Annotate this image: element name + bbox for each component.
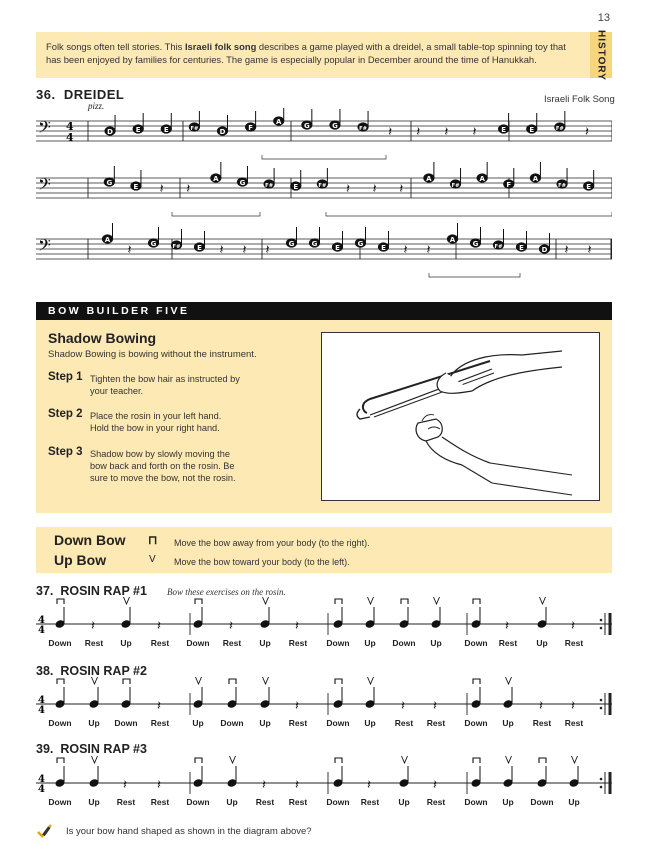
bowing-label: Down xyxy=(48,638,72,648)
note-letter: F# xyxy=(555,125,564,132)
bowing-label: Up xyxy=(226,797,238,807)
up-bow-icon: V xyxy=(149,554,156,565)
note-letter: G xyxy=(332,121,338,130)
quarter-rest: 𝄽 xyxy=(159,182,164,197)
down-bow-description: Move the bow away from your body (to the right). xyxy=(174,538,370,548)
down-bow-icon xyxy=(335,679,342,684)
note-letter: G xyxy=(239,178,246,187)
bowing-label: Rest xyxy=(150,797,170,807)
phrase-bracket xyxy=(172,212,260,216)
note-letter: G xyxy=(357,239,364,248)
quarter-rest: 𝄽 xyxy=(295,699,299,714)
exercise-37-title: 37. ROSIN RAP #1 xyxy=(36,584,147,598)
up-bow-icon xyxy=(572,756,578,763)
footer-question: Is your bow hand shaped as shown in the diagram above? xyxy=(66,826,312,837)
bowing-label: Rest xyxy=(394,718,414,728)
bowing-label: Down xyxy=(48,797,72,807)
phrase-bracket xyxy=(429,273,520,277)
up-bow-icon xyxy=(434,597,440,604)
note-letter: F# xyxy=(451,182,460,189)
repeat-dot xyxy=(600,778,603,781)
up-bow-icon xyxy=(368,597,374,604)
down-bow-label: Down Bow xyxy=(54,532,126,548)
quarter-rest: 𝄽 xyxy=(295,619,299,634)
bowing-label: Down xyxy=(326,638,350,648)
quarter-rest: 𝄽 xyxy=(229,619,233,634)
note-letter: A xyxy=(276,117,282,126)
song-title: 36. DREIDEL xyxy=(36,87,125,102)
quarter-rest: 𝄽 xyxy=(346,182,350,197)
quarter-rest: 𝄽 xyxy=(564,243,569,258)
bowing-label: Rest xyxy=(532,718,552,728)
quarter-rest: 𝄽 xyxy=(388,125,393,140)
bowing-label: Down xyxy=(530,797,554,807)
time-signature: 4 xyxy=(38,625,45,636)
note-letter: F xyxy=(248,123,254,132)
step-2-text: Place the rosin in your left hand. Hold the bow in your right hand. xyxy=(90,411,222,433)
exercise-38-title: 38. ROSIN RAP #2 xyxy=(36,664,147,678)
quarter-rest: 𝄽 xyxy=(127,243,132,258)
bowing-label: Up xyxy=(259,718,271,728)
exercise-37-subtitle: Bow these exercises on the rosin. xyxy=(167,587,286,597)
bowing-label: Up xyxy=(502,797,514,807)
quarter-rest: 𝄽 xyxy=(587,243,592,258)
note-letter: F# xyxy=(190,125,199,132)
step-1-text: Tighten the bow hair as instructed by your teacher. xyxy=(90,374,240,396)
bowing-label: Rest xyxy=(150,638,170,648)
up-bow-description: Move the bow toward your body (to the left). xyxy=(174,557,350,567)
bowing-label: Down xyxy=(114,718,138,728)
note-letter: E xyxy=(529,125,535,134)
quarter-rest: 𝄽 xyxy=(262,778,266,793)
note-letter: E xyxy=(586,182,592,191)
down-bow-icon xyxy=(57,599,64,604)
note-letter: E xyxy=(519,243,524,252)
note-letter: G xyxy=(106,178,113,187)
quarter-rest: 𝄽 xyxy=(571,699,575,714)
bowing-label: Rest xyxy=(116,797,136,807)
composer: Israeli Folk Song xyxy=(544,94,615,105)
note-letter: G xyxy=(288,239,295,248)
time-signature: 4 xyxy=(38,705,45,716)
step-3-text: Shadow bow by slowly moving the bow back and forth on the rosin. Be sure to move the bow, not the rosin. xyxy=(90,449,236,483)
down-bow-icon xyxy=(123,679,130,684)
quarter-rest: 𝄽 xyxy=(444,125,449,140)
quarter-rest: 𝄽 xyxy=(403,243,408,258)
note-letter: G xyxy=(303,121,310,130)
note-letter: E xyxy=(293,182,299,191)
time-signature: 4 xyxy=(38,774,45,785)
note-letter: F# xyxy=(265,182,274,189)
quarter-rest: 𝄽 xyxy=(91,619,95,634)
shadow-bowing-description: Shadow Bowing is bowing without the instrument. xyxy=(48,349,257,360)
note-letter: E xyxy=(335,243,340,252)
bowing-label: Down xyxy=(326,718,350,728)
time-signature: 4 xyxy=(38,695,45,706)
phrase-bracket xyxy=(326,212,612,216)
up-bow-icon xyxy=(196,677,202,684)
down-bow-icon xyxy=(195,599,202,604)
time-signature: 4 xyxy=(38,615,45,626)
bowing-label: Up xyxy=(568,797,580,807)
bowing-label: Rest xyxy=(360,797,380,807)
bowing-label: Rest xyxy=(288,638,308,648)
note-letter: F# xyxy=(318,182,327,189)
note-letter: G xyxy=(311,239,318,248)
bowing-label: Rest xyxy=(288,797,308,807)
note-letter: D xyxy=(541,245,548,254)
quarter-rest: 𝄽 xyxy=(157,619,161,634)
note-letter: E xyxy=(197,243,202,252)
phrase-bracket xyxy=(262,155,386,159)
bowing-label: Up xyxy=(88,797,100,807)
quarter-rest: 𝄽 xyxy=(401,699,405,714)
down-bow-icon xyxy=(229,679,236,684)
bowing-label: Down xyxy=(392,638,416,648)
up-bow-icon xyxy=(368,677,374,684)
bowing-label: Up xyxy=(364,718,376,728)
quarter-rest: 𝄽 xyxy=(157,778,161,793)
quarter-rest: 𝄽 xyxy=(157,699,161,714)
bowing-label: Rest xyxy=(564,638,584,648)
quarter-rest: 𝄽 xyxy=(242,243,247,258)
quarter-rest: 𝄽 xyxy=(399,182,404,197)
pizz-marking: pizz. xyxy=(88,101,105,111)
quarter-rest: 𝄽 xyxy=(372,182,377,197)
bow-builder-header: BOW BUILDER FIVE xyxy=(36,302,612,320)
rhythm-exercises xyxy=(36,594,612,824)
quarter-rest: 𝄽 xyxy=(571,619,575,634)
shadow-bowing-title: Shadow Bowing xyxy=(48,330,157,346)
song-staff xyxy=(36,108,612,298)
exercise-39-title: 39. ROSIN RAP #3 xyxy=(36,742,147,756)
bowing-label: Rest xyxy=(426,797,446,807)
quarter-rest: 𝄽 xyxy=(416,125,421,140)
up-bow-icon xyxy=(263,677,269,684)
note-letter: D xyxy=(107,127,113,136)
note-letter: A xyxy=(532,174,539,183)
bowing-label: Up xyxy=(364,638,376,648)
down-bow-icon xyxy=(335,599,342,604)
down-bow-icon xyxy=(57,758,64,763)
down-bow-icon xyxy=(57,679,64,684)
bass-clef-icon: 𝄢 xyxy=(38,235,51,259)
note-letter: G xyxy=(472,239,479,248)
repeat-dot xyxy=(600,707,603,710)
note-letter: F# xyxy=(172,243,181,250)
bass-clef-icon: 𝄢 xyxy=(38,174,51,198)
note-letter: D xyxy=(219,127,226,136)
bowing-label: Down xyxy=(326,797,350,807)
note-letter: E xyxy=(135,125,141,134)
bowing-label: Down xyxy=(186,797,210,807)
quarter-rest: 𝄽 xyxy=(186,182,191,197)
bowing-label: Rest xyxy=(288,718,308,728)
up-bow-icon xyxy=(230,756,236,763)
quarter-rest: 𝄽 xyxy=(539,699,543,714)
bowing-label: Up xyxy=(502,718,514,728)
bowing-label: Rest xyxy=(150,718,170,728)
note-letter: A xyxy=(213,174,219,183)
down-bow-icon xyxy=(473,758,480,763)
note-letter: A xyxy=(104,235,111,244)
shadow-bowing-illustration xyxy=(321,332,600,501)
down-bow-icon: ⊓ xyxy=(148,533,158,547)
note-letter: A xyxy=(426,174,432,183)
quarter-rest: 𝄽 xyxy=(219,243,224,258)
up-bow-icon xyxy=(506,677,512,684)
bowing-label: Up xyxy=(192,718,204,728)
note-letter: F# xyxy=(494,243,503,250)
bowing-label: Up xyxy=(398,797,410,807)
time-signature: 4 xyxy=(66,131,74,144)
up-bow-icon xyxy=(506,756,512,763)
bowing-label: Up xyxy=(430,638,442,648)
bowing-label: Down xyxy=(464,638,488,648)
checkmark-pencil-icon xyxy=(36,823,54,844)
bowing-label: Up xyxy=(88,718,100,728)
down-bow-icon xyxy=(335,758,342,763)
note-letter: A xyxy=(479,174,485,183)
quarter-rest: 𝄽 xyxy=(584,125,589,140)
time-signature: 4 xyxy=(66,120,74,133)
bowing-label: Down xyxy=(220,718,244,728)
note-letter: E xyxy=(163,125,169,134)
note-letter: E xyxy=(501,125,507,134)
bowing-label: Down xyxy=(48,718,72,728)
step-3-label: Step 3 xyxy=(48,446,83,458)
time-signature: 4 xyxy=(38,784,45,795)
down-bow-icon xyxy=(539,758,546,763)
down-bow-icon xyxy=(401,599,408,604)
up-bow-icon xyxy=(92,677,98,684)
bowing-label: Rest xyxy=(84,638,104,648)
bowing-label: Up xyxy=(120,638,132,648)
up-bow-icon xyxy=(92,756,98,763)
note-letter: E xyxy=(133,182,139,191)
bowing-label: Up xyxy=(536,638,548,648)
up-bow-label: Up Bow xyxy=(54,552,107,568)
quarter-rest: 𝄽 xyxy=(123,778,127,793)
down-bow-icon xyxy=(473,599,480,604)
bowing-label: Rest xyxy=(426,718,446,728)
quarter-rest: 𝄽 xyxy=(367,778,371,793)
down-bow-icon xyxy=(195,758,202,763)
up-bow-icon xyxy=(124,597,130,604)
bowing-label: Rest xyxy=(498,638,518,648)
up-bow-icon xyxy=(263,597,269,604)
note-letter: F# xyxy=(359,125,368,132)
up-bow-icon xyxy=(402,756,408,763)
up-bow-icon xyxy=(540,597,546,604)
note-letter: A xyxy=(449,235,456,244)
bowing-label: Rest xyxy=(222,638,242,648)
note-letter: F xyxy=(506,180,512,189)
note-letter: G xyxy=(150,239,157,248)
bowing-label: Up xyxy=(259,638,271,648)
repeat-dot xyxy=(600,786,603,789)
bowing-label: Rest xyxy=(255,797,275,807)
note-letter: F# xyxy=(558,182,566,189)
quarter-rest: 𝄽 xyxy=(505,619,509,634)
quarter-rest: 𝄽 xyxy=(265,243,270,258)
quarter-rest: 𝄽 xyxy=(472,125,477,140)
page-number: 13 xyxy=(597,12,610,24)
repeat-dot xyxy=(600,699,603,702)
repeat-dot xyxy=(600,627,603,630)
quarter-rest: 𝄽 xyxy=(426,243,431,258)
quarter-rest: 𝄽 xyxy=(433,778,437,793)
quarter-rest: 𝄽 xyxy=(433,699,437,714)
bowing-label: Down xyxy=(464,718,488,728)
bass-clef-icon: 𝄢 xyxy=(38,117,51,141)
bowing-label: Down xyxy=(464,797,488,807)
note-letter: E xyxy=(381,243,386,252)
quarter-rest: 𝄽 xyxy=(295,778,299,793)
history-tab: HISTORY xyxy=(590,32,612,78)
step-2-label: Step 2 xyxy=(48,408,83,420)
bowing-label: Down xyxy=(186,638,210,648)
repeat-dot xyxy=(600,619,603,622)
down-bow-icon xyxy=(473,679,480,684)
step-1-label: Step 1 xyxy=(48,371,83,383)
intro-text: Folk songs often tell stories. This Israeli folk song describes a game played with a dreidel, a small table-top spinning toy that has been enjoyed by families for centuries. The game is especially popular in December around the time of Hanukkah. xyxy=(36,32,590,78)
bowing-label: Rest xyxy=(564,718,584,728)
